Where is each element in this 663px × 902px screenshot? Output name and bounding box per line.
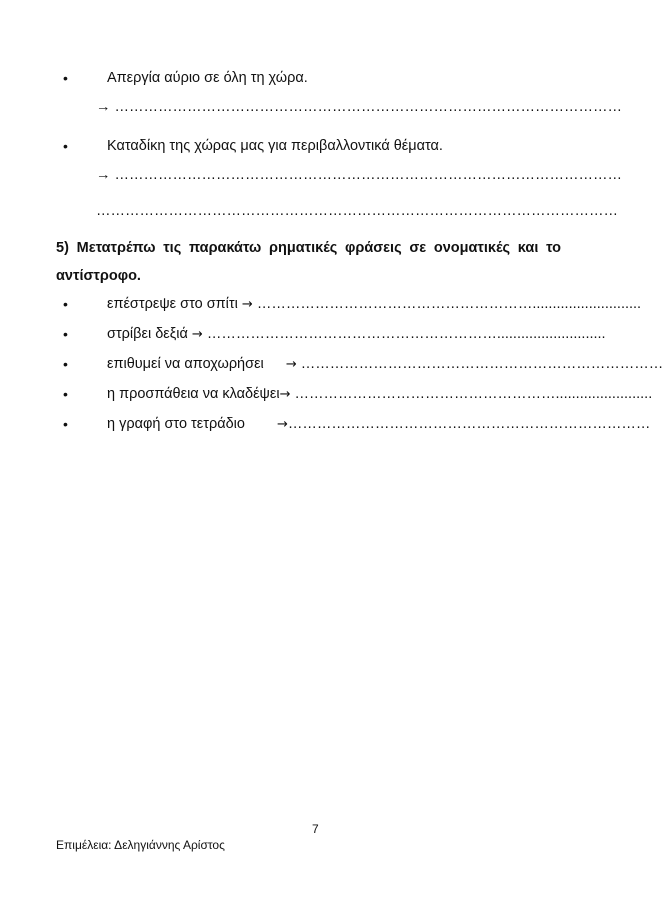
sentence-item: Καταδίκη της χώρας μας για περιβαλλοντικά θέματα. — [107, 138, 443, 154]
bullet: • — [63, 416, 68, 432]
phrase-item — [107, 295, 642, 314]
page-number: 7 — [312, 822, 319, 836]
arrow-icon: → — [285, 357, 297, 372]
answer-line: ………………………………………………………………… — [287, 416, 651, 432]
bullet: • — [63, 326, 68, 342]
answer-line: …………………………………………………........................... — [256, 296, 642, 312]
answer-line: ……………………………………………………………………………………………… — [96, 203, 618, 219]
phrase-text: επέστρεψε στο σπίτι — [107, 296, 238, 312]
phrase-text: η γραφή στο τετράδιο — [107, 416, 245, 432]
phrase-text: στρίβει δεξιά — [107, 326, 188, 342]
arrow-icon: → — [191, 327, 203, 342]
answer-line: ………………………………………………........................ — [294, 386, 653, 402]
exercise-heading: 5) Μετατρέπω τις παρακάτω ρηματικές φράσεις σε ονοματικές και το — [56, 240, 561, 256]
bullet: • — [63, 356, 68, 372]
phrase-item — [107, 415, 651, 434]
bullet: • — [63, 386, 68, 402]
phrase-text: η προσπάθεια να κλαδέψει — [107, 386, 280, 402]
answer-line: ……………………………………………………........................... — [206, 326, 606, 342]
phrase-item — [107, 325, 606, 344]
answer-line: ………………………………………………………………… — [300, 356, 663, 372]
bullet: • — [63, 138, 68, 154]
arrow-icon: → — [279, 387, 291, 402]
phrase-text: επιθυμεί να αποχωρήσει — [107, 356, 264, 372]
bullet: • — [63, 70, 68, 86]
arrow-icon: → — [241, 297, 253, 312]
phrase-item — [107, 355, 663, 374]
exercise-heading-cont: αντίστροφο. — [56, 268, 141, 284]
answer-line: → …………………………………………………………………………………………… — [96, 167, 623, 183]
sentence-item: Απεργία αύριο σε όλη τη χώρα. — [107, 70, 308, 86]
footer-author: Επιμέλεια: Δεληγιάννης Αρίστος — [56, 838, 225, 852]
answer-line: → …………………………………………………………………………………………… — [96, 99, 623, 115]
phrase-item — [107, 385, 653, 404]
arrow-icon: → — [277, 417, 288, 432]
bullet: • — [63, 296, 68, 312]
